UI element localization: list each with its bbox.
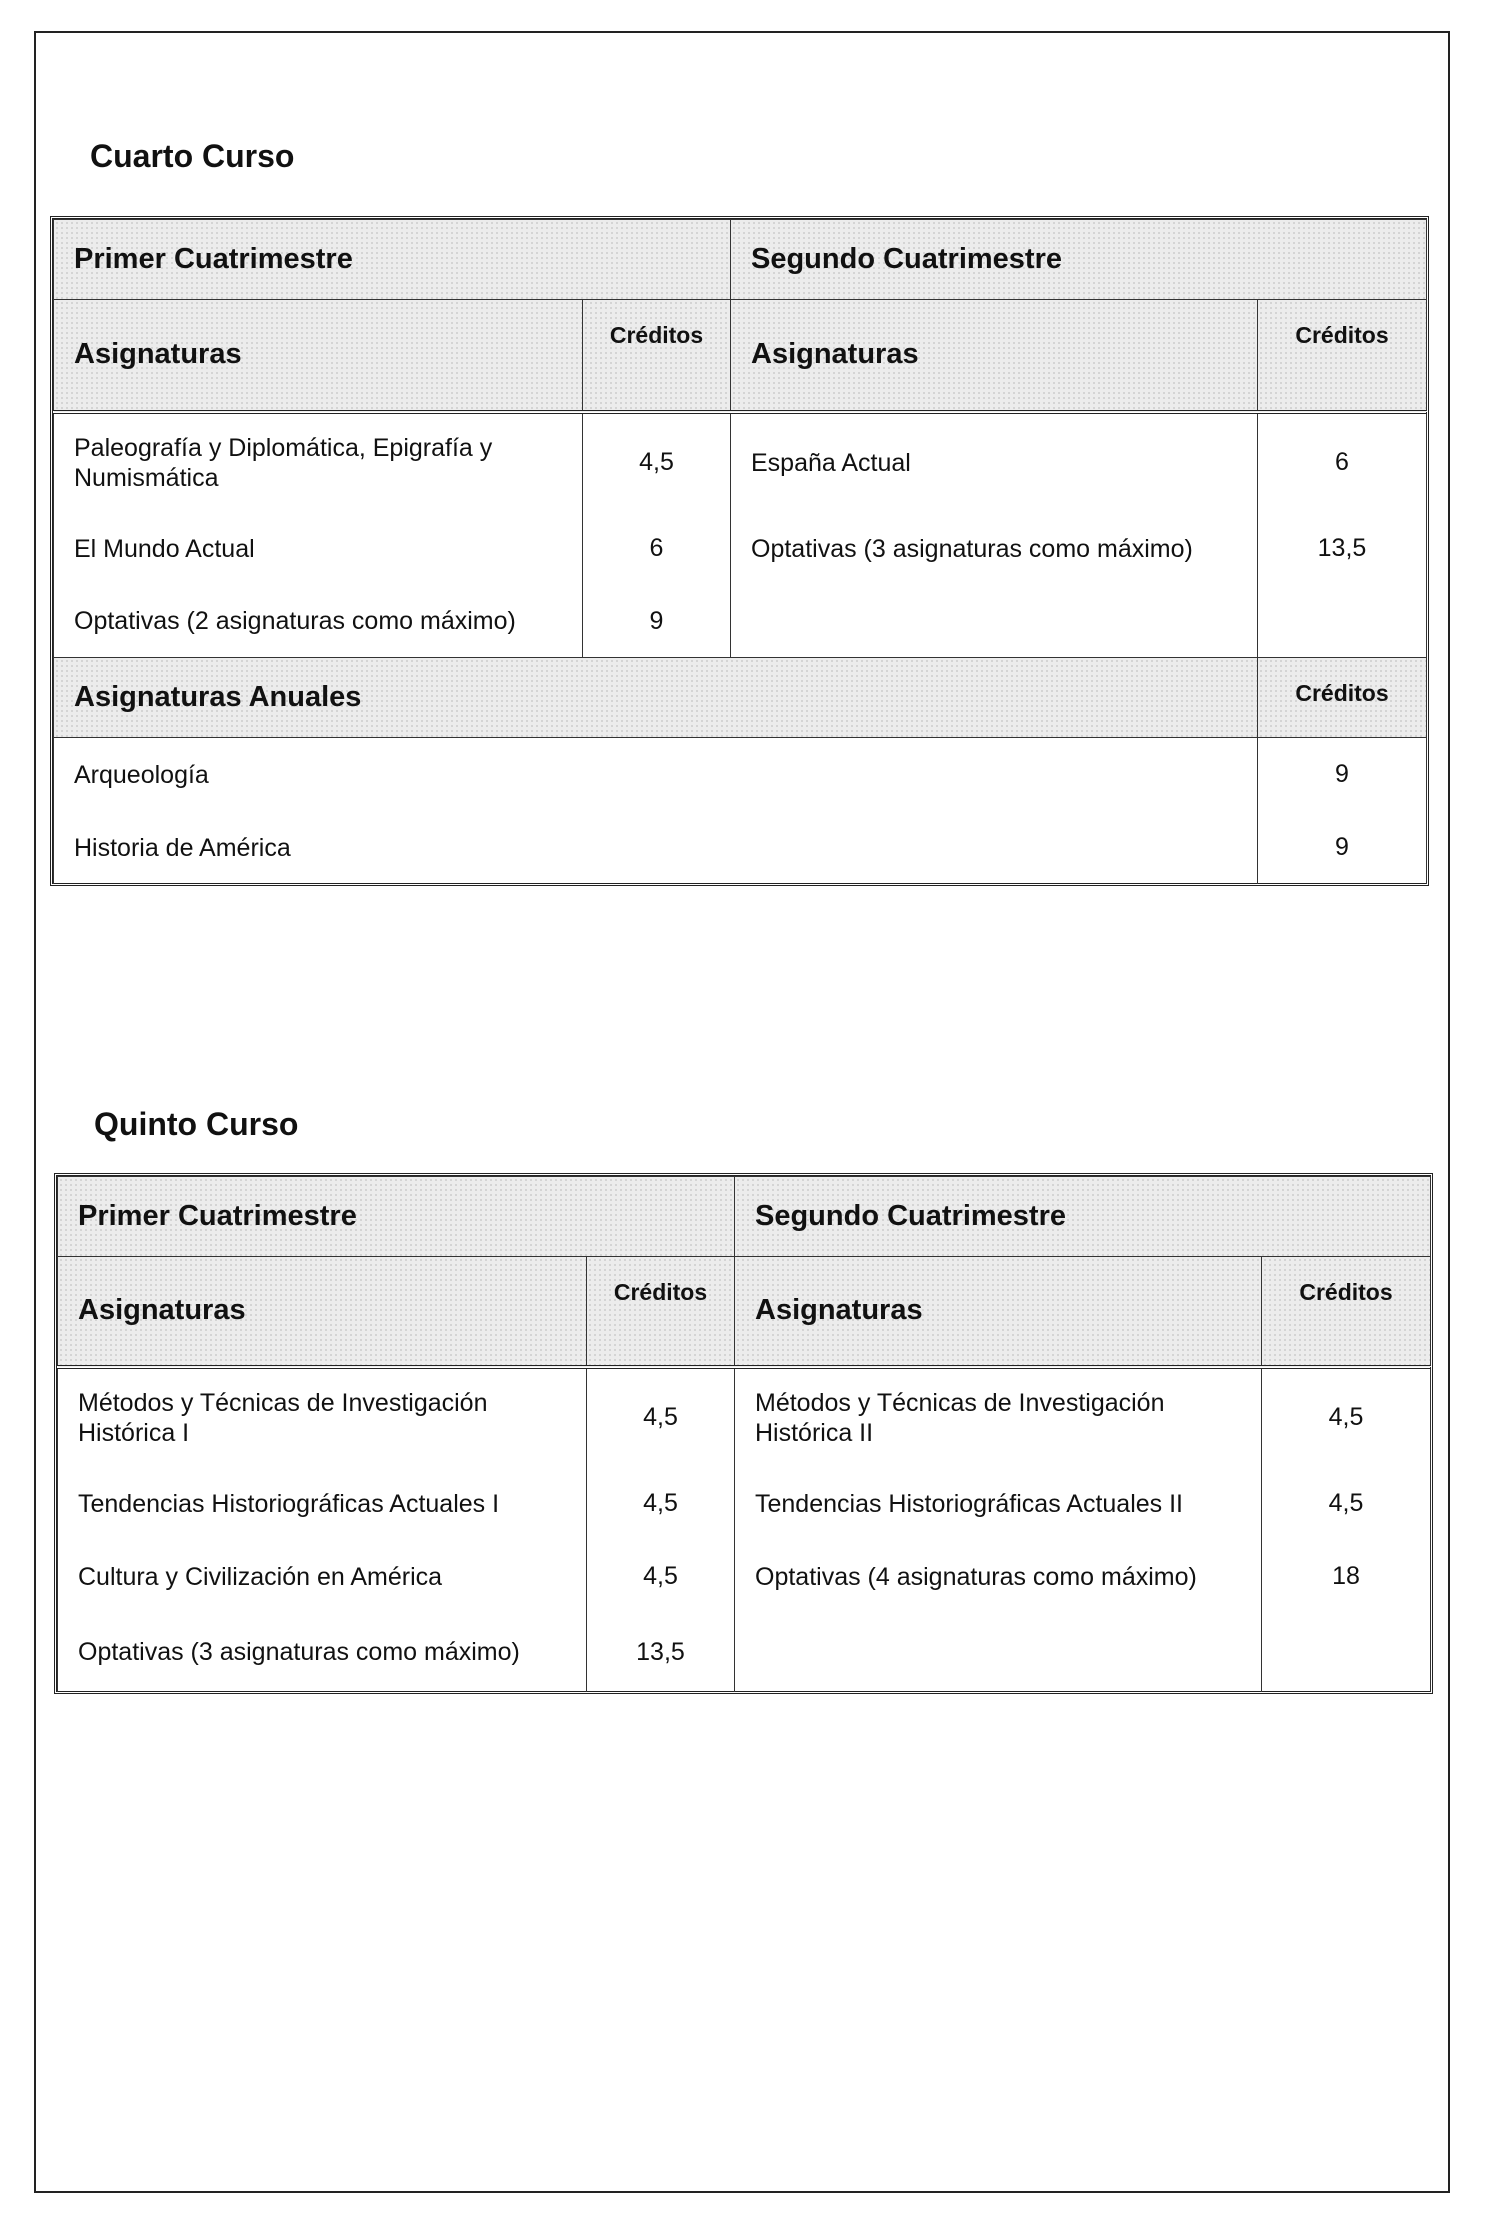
section-title-quinto: Quinto Curso [94, 1106, 299, 1142]
section-title-cuarto: Cuarto Curso [90, 138, 295, 174]
table-row-credits: 13,5 [587, 1613, 735, 1692]
table-row-credits: 6 [1258, 412, 1427, 512]
table-row-credits: 4,5 [587, 1541, 735, 1613]
table-row-subject: Optativas (3 asignaturas como máximo) [58, 1613, 587, 1692]
table-row-credits [1262, 1613, 1431, 1692]
cuarto-segundo-header: Segundo Cuatrimestre [731, 220, 1427, 300]
cuarto-segundo-col-credits: Créditos [1258, 300, 1427, 412]
table-row-credits: 4,5 [583, 412, 731, 512]
table-row-subject: Métodos y Técnicas de Investigación Histórica I [58, 1367, 587, 1467]
table-row-subject [735, 1613, 1262, 1692]
table-row-subject: Paleografía y Diplomática, Epigrafía y Numismática [54, 412, 583, 512]
table-row-credits: 6 [583, 512, 731, 586]
quinto-segundo-col-subject: Asignaturas [735, 1257, 1262, 1367]
table-row-subject: Optativas (2 asignaturas como máximo) [54, 586, 583, 658]
table-row-subject: España Actual [731, 412, 1258, 512]
cuarto-anuales-header: Asignaturas Anuales [54, 658, 1258, 738]
cuarto-anuales-col-credits: Créditos [1258, 658, 1427, 738]
table-row-credits: 9 [583, 586, 731, 658]
quinto-primer-header: Primer Cuatrimestre [58, 1177, 735, 1257]
table-row-credits: 4,5 [587, 1367, 735, 1467]
cuarto-table [50, 216, 1429, 886]
table-row-subject: Optativas (3 asignaturas como máximo) [731, 512, 1258, 586]
table-row-credits: 9 [1258, 738, 1427, 812]
cuarto-primer-col-credits: Créditos [583, 300, 731, 412]
table-row-credits: 9 [1258, 812, 1427, 884]
table-row-credits: 13,5 [1258, 512, 1427, 586]
table-row-subject: Tendencias Historiográficas Actuales II [735, 1467, 1262, 1541]
cuarto-primer-col-subject: Asignaturas [54, 300, 583, 412]
table-row-subject: Historia de América [54, 812, 1258, 884]
quinto-primer-col-subject: Asignaturas [58, 1257, 587, 1367]
cuarto-segundo-col-subject: Asignaturas [731, 300, 1258, 412]
quinto-primer-col-credits: Créditos [587, 1257, 735, 1367]
table-row-credits: 4,5 [1262, 1367, 1431, 1467]
table-row-credits: 18 [1262, 1541, 1431, 1613]
table-row-credits: 4,5 [1262, 1467, 1431, 1541]
quinto-segundo-header: Segundo Cuatrimestre [735, 1177, 1431, 1257]
table-row-subject: Tendencias Historiográficas Actuales I [58, 1467, 587, 1541]
table-row-subject: El Mundo Actual [54, 512, 583, 586]
quinto-table [54, 1173, 1433, 1694]
cuarto-primer-header: Primer Cuatrimestre [54, 220, 731, 300]
table-row-subject: Optativas (4 asignaturas como máximo) [735, 1541, 1262, 1613]
table-row-subject: Cultura y Civilización en América [58, 1541, 587, 1613]
table-row-subject [731, 586, 1258, 658]
table-row-credits [1258, 586, 1427, 658]
table-row-subject: Arqueología [54, 738, 1258, 812]
table-row-credits: 4,5 [587, 1467, 735, 1541]
quinto-segundo-col-credits: Créditos [1262, 1257, 1431, 1367]
table-row-subject: Métodos y Técnicas de Investigación Histórica II [735, 1367, 1262, 1467]
